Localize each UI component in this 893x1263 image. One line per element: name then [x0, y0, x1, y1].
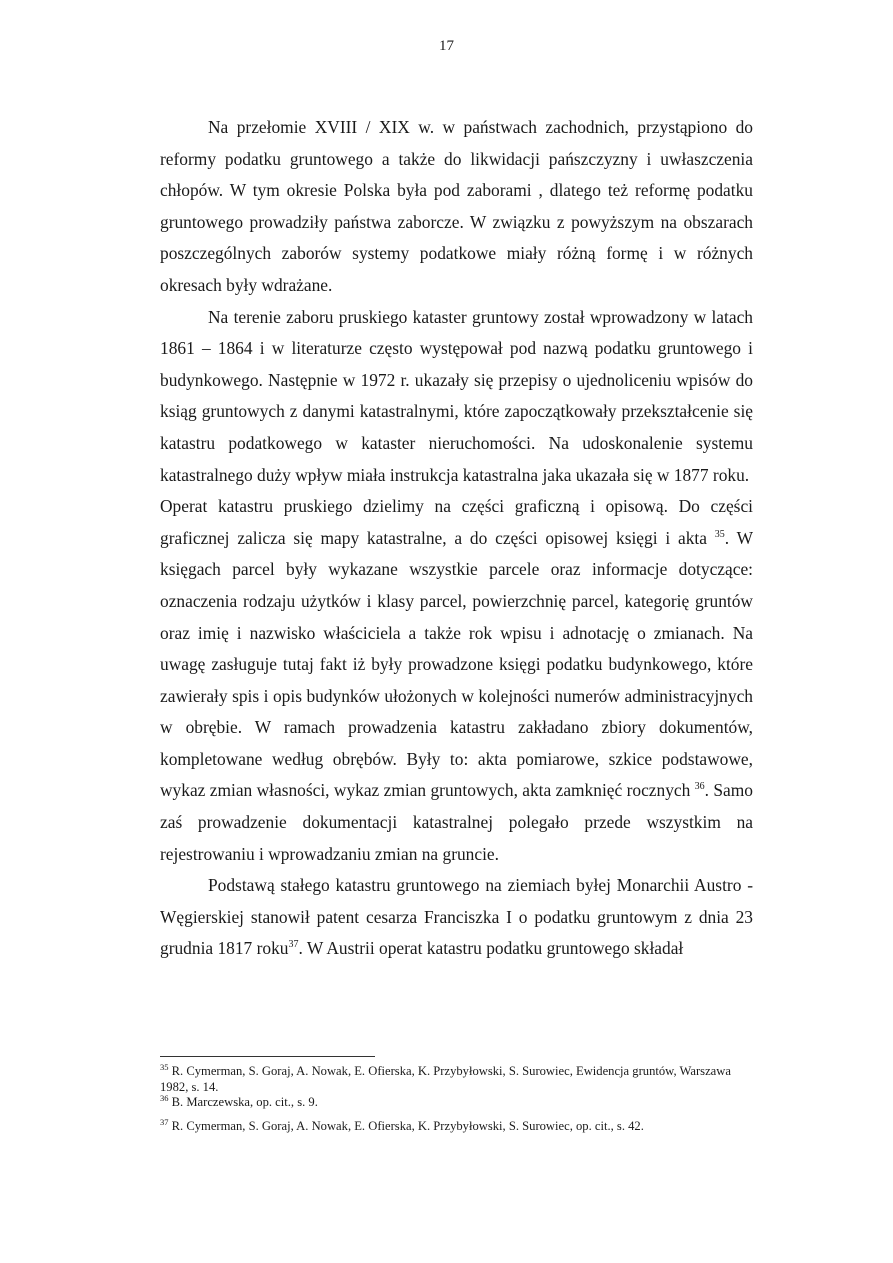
paragraph	[160, 112, 753, 302]
footnote-reference[interactable]: 37	[288, 939, 299, 951]
paragraph	[160, 491, 753, 870]
paragraph-text: Na przełomie XVIII / XIX w. w państwach zachodnich, przystąpiono do reformy podatku gruntowego a także do likwidacji pańszczyzny i uwłaszczenia chłopów. W tym okresie Polska była pod zaborami , dlatego też reformę podatku gruntowego prowadziły państwa zaborcze. W związku z powyższym na obszarach poszczególnych zaborów systemy podatkowe miały różną formę i w różnych okresach były wdrażane.	[160, 117, 753, 295]
footnote-reference[interactable]: 36	[694, 781, 705, 793]
paragraph-text: . W Austrii operat katastru podatku gruntowego składał	[298, 938, 684, 959]
page-number: 17	[439, 38, 454, 54]
footnote-reference[interactable]: 35	[714, 528, 725, 540]
paragraph	[160, 870, 753, 965]
footnote-divider	[160, 1056, 375, 1057]
footnote-text: R. Cymerman, S. Goraj, A. Nowak, E. Ofierska, K. Przybyłowski, S. Surowiec, Ewidencja gruntów, Warszawa 1982, s. 14.	[160, 1064, 731, 1094]
footnote-mark: 37	[160, 1116, 169, 1127]
paragraph-text: . Samo zaś prowadzenie dokumentacji katastralnej polegało przede wszystkim na rejestrowaniu i wprowadzaniu zmian na gruncie.	[160, 780, 753, 864]
paragraph-text: Na terenie zaboru pruskiego kataster gruntowy został wprowadzony w latach 1861 – 1864 i w literaturze często występował pod nazwą podatku gruntowego i budynkowego. Następnie w 1972 r. ukazały się przepisy o ujednoliceniu wpisów do ksiąg gruntowych z danymi katastralnymi, które zapoczątkowały przekształcenie się katastru podatkowego w kataster nieruchomości. Na udoskonalenie systemu katastralnego duży wpływ miała instrukcja katastralna jaka ukazała się w 1877 roku.	[160, 306, 753, 485]
footnote-mark: 35	[160, 1062, 169, 1072]
body-text	[160, 112, 753, 965]
paragraph-text: Podstawą stałego katastru gruntowego na ziemiach byłej Monarchii Austro - Węgierskiej stanowił patent cesarza Franciszka I o podatku gruntowym z dnia 23 grudnia 1817 roku	[160, 875, 753, 959]
footnote	[160, 1116, 750, 1135]
footnote	[160, 1095, 750, 1111]
paragraph-text: Operat katastru pruskiego dzielimy na części graficzną i opisową. Do części graficznej zalicza się mapy katastralne, a do części opisowej księgi i akta	[160, 496, 753, 548]
footnote-mark: 36	[160, 1093, 169, 1103]
footnotes	[160, 1064, 750, 1134]
footnote	[160, 1064, 750, 1095]
footnote-text: B. Marczewska, op. cit., s. 9.	[168, 1095, 318, 1109]
footnote-text: R. Cymerman, S. Goraj, A. Nowak, E. Ofierska, K. Przybyłowski, S. Surowiec, op. cit., s. 42.	[168, 1118, 644, 1133]
paragraph	[160, 302, 753, 492]
paragraph-text: . W księgach parcel były wykazane wszystkie parcele oraz informacje dotyczące: oznaczenia rodzaju użytków i klasy parcel, powierzchnię parcel, kategorię gruntów oraz imię i nazwisko właściciela a także rok wpisu i adnotację o zmianach. Na uwagę zasługuje tutaj fakt iż były prowadzone księgi podatku budynkowego, które zawierały spis i opis budynków ułożonych w kolejności numerów administracyjnych w obrębie. W ramach prowadzenia katastru zakładano zbiory dokumentów, kompletowane według obrębów. Były to: akta pomiarowe, szkice podstawowe, wykaz zmian własności, wykaz zmian gruntowych, akta zamknięć rocznych	[160, 527, 754, 801]
